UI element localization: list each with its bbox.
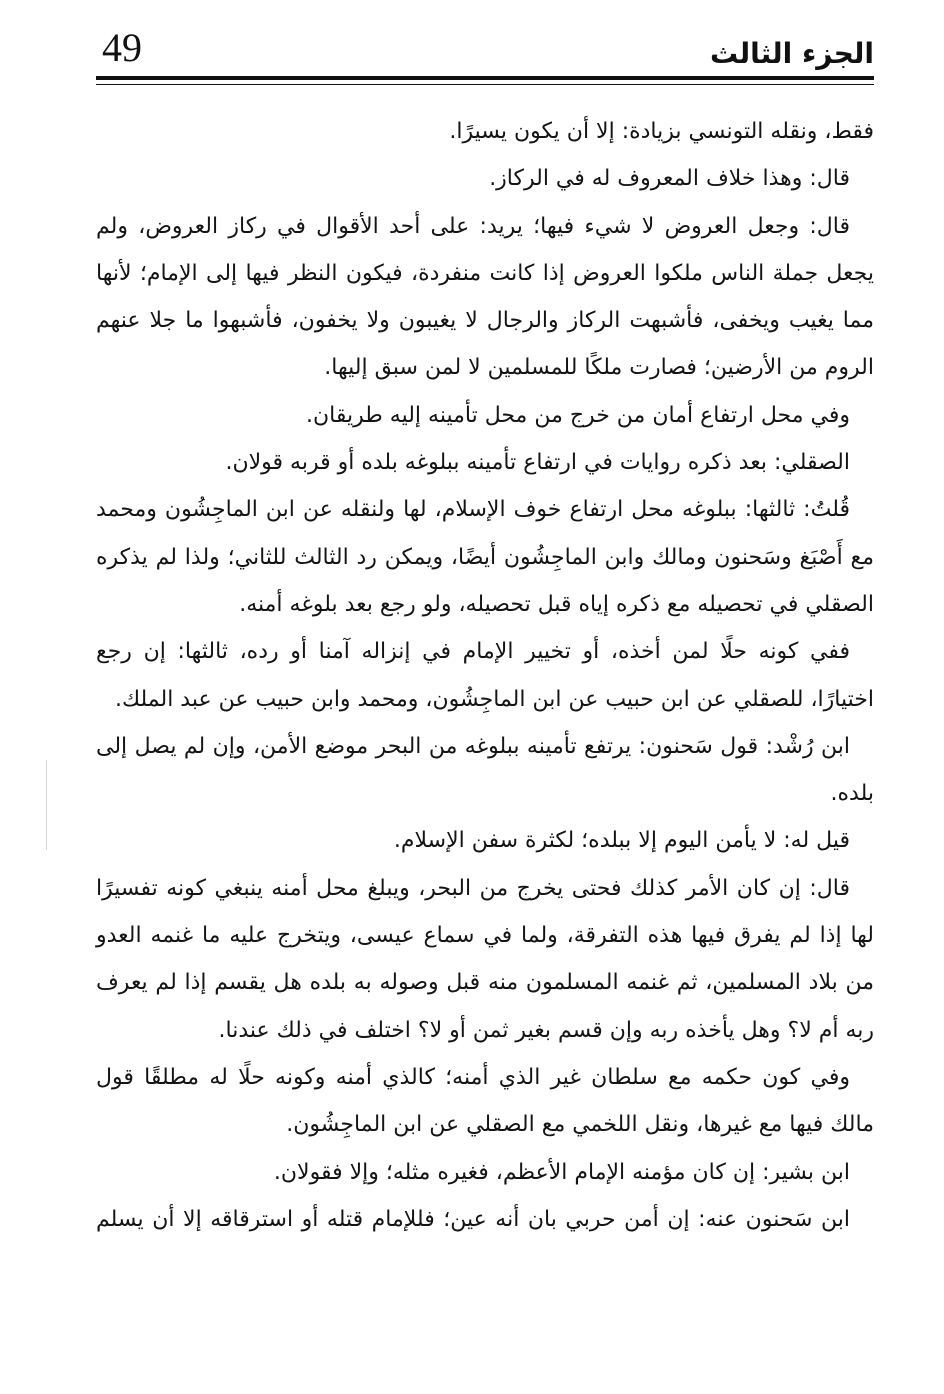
paragraph: قال: وجعل العروض لا شيء فيها؛ يريد: على أحد الأقوال في ركاز العروض، ولم يجعل جملة الناس ملكوا العروض إذا كانت منفردة، فيكون النظر فيها إلى الإمام؛ لأنها مما يغيب ويخفى، فأشبهت الركاز والرجال لا يغيبون ولا يخفون، فأشبهوا ما جلا عنهم الروم من الأرضين؛ فصارت ملكًا للمسلمين لا لمن سبق إليها. [96,213,874,381]
header-rule-thick [96,76,874,80]
paragraph: ابن بشير: إن كان مؤمنه الإمام الأعظم، فغيره مثله؛ وإلا فقولان. [273,1159,850,1185]
paragraph: قال: إن كان الأمر كذلك فحتى يخرج من البحر، ويبلغ محل أمنه ينبغي كونه تفسيرًا لها إذا لم يفرق فيها هذه التفرقة، ولما في سماع عيسى، ويتخرج عليه ما غنمه العدو من بلاد المسلمين، ثم غنمه المسلمون منه قبل وصوله به بلده هل يقسم إذا لم يعرف ربه أم لا؟ وهل يأخذه ربه وإن قسم بغير ثمن أو لا؟ اختلف في ذلك عندنا. [96,875,874,1043]
paragraph: ابن سَحنون عنه: إن أمن حربي بان أنه عين؛ فللإمام قتله أو استرقاقه إلا أن يسلم [96,1206,850,1232]
running-title: الجزء الثالث [710,37,874,70]
body-text [96,108,874,1243]
paragraph: وفي كون حكمه مع سلطان غير الذي أمنه؛ كالذي أمنه وكونه حلًا له مطلقًا قول مالك فيها مع غيرها، ونقل اللخمي مع الصقلي عن ابن الماجِشُون. [96,1064,874,1138]
paragraph: ففي كونه حلًا لمن أخذه، أو تخيير الإمام في إنزاله آمنا أو رده، ثالثها: إن رجع اختيارًا، للصقلي عن ابن حبيب عن ابن الماجِشُون، ومحمد وابن حبيب عن عبد الملك. [96,639,874,712]
paragraph: ابن رُشْد: قول سَحنون: يرتفع تأمينه ببلوغه من البحر موضع الأمن، وإن لم يصل إلى بلده. [96,733,874,807]
header-rule-thin [96,84,874,85]
page-number: 49 [102,25,142,70]
paragraph: وفي محل ارتفاع أمان من خرج من محل تأمينه إليه طريقان. [306,402,850,428]
paragraph: قيل له: لا يأمن اليوم إلا ببلده؛ لكثرة سفن الإسلام. [393,828,850,854]
paragraph: قال: وهذا خلاف المعروف له في الركاز. [489,166,850,192]
page-header [96,18,874,80]
paragraph: الصقلي: بعد ذكره روايات في ارتفاع تأمينه ببلوغه بلده أو قربه قولان. [225,450,850,476]
paragraph: فقط، ونقله التونسي بزيادة: إلا أن يكون يسيرًا. [449,119,874,144]
scan-margin-mark [46,760,47,850]
paragraph: قُلتُ: ثالثها: ببلوغه محل ارتفاع خوف الإسلام، لها ولنقله عن ابن الماجِشُون ومحمد مع أَصْبَغ وسَحنون ومالك وابن الماجِشُون أيضًا، ويمكن رد الثالث للثاني؛ ولذا لم يذكره الصقلي في تحصيله مع ذكره إياه قبل تحصيله، ولو رجع بعد بلوغه أمنه. [96,497,874,617]
